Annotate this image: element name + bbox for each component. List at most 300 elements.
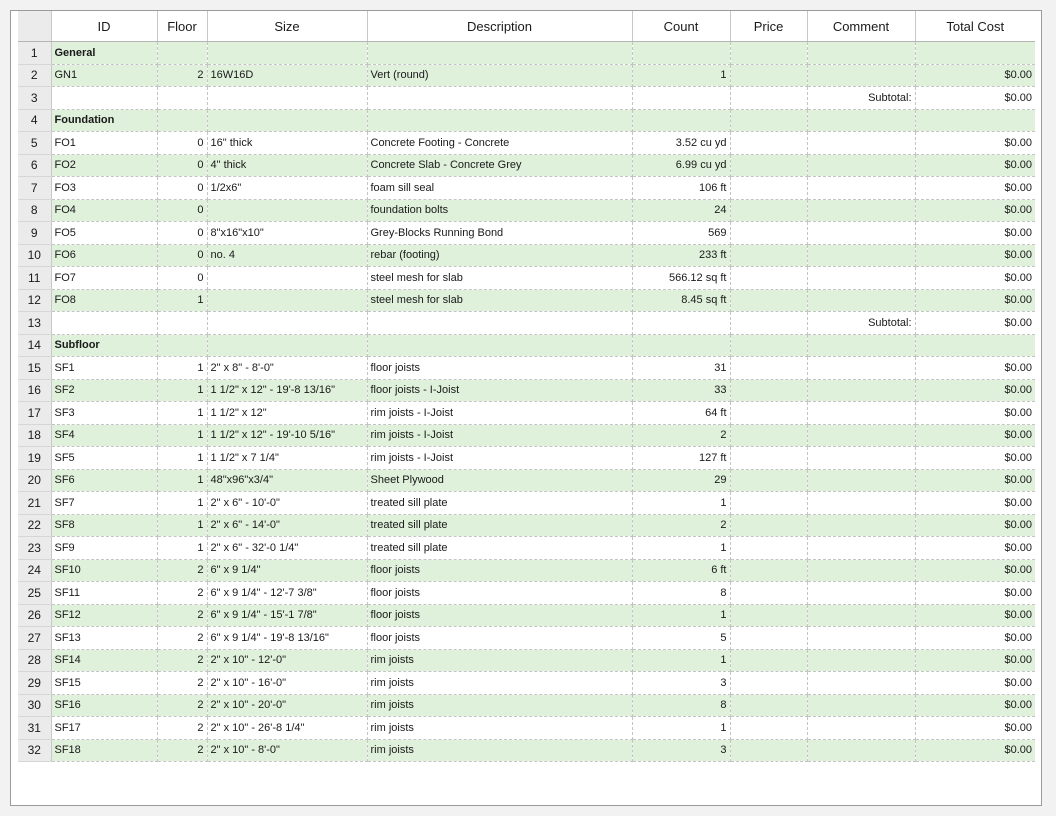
- cell-id[interactable]: FO4: [51, 199, 157, 222]
- cell-id[interactable]: FO1: [51, 132, 157, 155]
- cell-id[interactable]: General: [51, 42, 157, 65]
- cell-price[interactable]: [730, 672, 807, 695]
- cell-comment[interactable]: [807, 402, 915, 425]
- cell-comment[interactable]: [807, 244, 915, 267]
- cell-comment[interactable]: [807, 424, 915, 447]
- cell-description[interactable]: rim joists: [367, 717, 632, 740]
- cell-size[interactable]: 16W16D: [207, 64, 367, 87]
- cell-id[interactable]: SF18: [51, 739, 157, 762]
- cell-floor[interactable]: 2: [157, 649, 207, 672]
- cell-total-cost[interactable]: $0.00: [915, 289, 1035, 312]
- cell-count[interactable]: 6 ft: [632, 559, 730, 582]
- cell-price[interactable]: [730, 289, 807, 312]
- cell-size[interactable]: no. 4: [207, 244, 367, 267]
- cell-comment[interactable]: [807, 64, 915, 87]
- row-number[interactable]: 18: [18, 424, 51, 447]
- column-header-floor[interactable]: Floor: [157, 11, 207, 42]
- cell-total-cost[interactable]: $0.00: [915, 717, 1035, 740]
- row-number[interactable]: 22: [18, 514, 51, 537]
- cell-total-cost[interactable]: $0.00: [915, 379, 1035, 402]
- cell-description[interactable]: floor joists: [367, 357, 632, 380]
- cell-description[interactable]: [367, 87, 632, 110]
- row-number[interactable]: 23: [18, 537, 51, 560]
- cell-price[interactable]: [730, 132, 807, 155]
- cell-total-cost[interactable]: $0.00: [915, 649, 1035, 672]
- column-header-id[interactable]: ID: [51, 11, 157, 42]
- row-number[interactable]: 27: [18, 627, 51, 650]
- cell-price[interactable]: [730, 199, 807, 222]
- cell-price[interactable]: [730, 739, 807, 762]
- cell-count[interactable]: 569: [632, 222, 730, 245]
- cell-floor[interactable]: [157, 42, 207, 65]
- column-header-total-cost[interactable]: Total Cost: [915, 11, 1035, 42]
- cell-comment[interactable]: [807, 469, 915, 492]
- cell-id[interactable]: SF16: [51, 694, 157, 717]
- cell-count[interactable]: 33: [632, 379, 730, 402]
- cell-size[interactable]: 1 1/2" x 7 1/4": [207, 447, 367, 470]
- cell-comment[interactable]: [807, 379, 915, 402]
- row-number[interactable]: 30: [18, 694, 51, 717]
- cell-count[interactable]: 1: [632, 537, 730, 560]
- cell-comment[interactable]: [807, 154, 915, 177]
- cell-total-cost[interactable]: [915, 109, 1035, 132]
- row-number[interactable]: 4: [18, 109, 51, 132]
- row-number[interactable]: 11: [18, 267, 51, 290]
- cell-size[interactable]: 2" x 6" - 10'-0": [207, 492, 367, 515]
- cell-count[interactable]: 3: [632, 672, 730, 695]
- column-header-description[interactable]: Description: [367, 11, 632, 42]
- cell-price[interactable]: [730, 379, 807, 402]
- cell-comment[interactable]: [807, 492, 915, 515]
- cell-comment[interactable]: [807, 604, 915, 627]
- cell-floor[interactable]: 2: [157, 582, 207, 605]
- cell-total-cost[interactable]: $0.00: [915, 694, 1035, 717]
- cell-count[interactable]: 8: [632, 694, 730, 717]
- cell-floor[interactable]: 1: [157, 357, 207, 380]
- cell-id[interactable]: FO8: [51, 289, 157, 312]
- cell-floor[interactable]: 0: [157, 222, 207, 245]
- row-number[interactable]: 5: [18, 132, 51, 155]
- cell-comment[interactable]: [807, 199, 915, 222]
- row-number[interactable]: 17: [18, 402, 51, 425]
- cell-id[interactable]: SF13: [51, 627, 157, 650]
- cell-comment[interactable]: [807, 447, 915, 470]
- cell-size[interactable]: 2" x 10" - 26'-8 1/4": [207, 717, 367, 740]
- cell-count[interactable]: 6.99 cu yd: [632, 154, 730, 177]
- cell-size[interactable]: 6" x 9 1/4" - 12'-7 3/8": [207, 582, 367, 605]
- cell-floor[interactable]: 1: [157, 289, 207, 312]
- cell-comment[interactable]: [807, 559, 915, 582]
- cell-size[interactable]: 1 1/2" x 12": [207, 402, 367, 425]
- cell-count[interactable]: [632, 87, 730, 110]
- cell-price[interactable]: [730, 42, 807, 65]
- cell-floor[interactable]: 1: [157, 402, 207, 425]
- cell-price[interactable]: [730, 402, 807, 425]
- cell-floor[interactable]: 0: [157, 154, 207, 177]
- cell-count[interactable]: 3.52 cu yd: [632, 132, 730, 155]
- cell-comment[interactable]: [807, 717, 915, 740]
- cell-description[interactable]: Vert (round): [367, 64, 632, 87]
- cell-id[interactable]: GN1: [51, 64, 157, 87]
- cell-floor[interactable]: 1: [157, 447, 207, 470]
- cell-price[interactable]: [730, 694, 807, 717]
- cell-total-cost[interactable]: $0.00: [915, 177, 1035, 200]
- cell-floor[interactable]: 2: [157, 559, 207, 582]
- cell-id[interactable]: Subfloor: [51, 334, 157, 357]
- cell-id[interactable]: FO2: [51, 154, 157, 177]
- cell-description[interactable]: rim joists: [367, 739, 632, 762]
- row-number[interactable]: 12: [18, 289, 51, 312]
- cell-description[interactable]: treated sill plate: [367, 537, 632, 560]
- cell-total-cost[interactable]: $0.00: [915, 87, 1035, 110]
- cell-count[interactable]: 5: [632, 627, 730, 650]
- cell-description[interactable]: foundation bolts: [367, 199, 632, 222]
- cell-total-cost[interactable]: $0.00: [915, 492, 1035, 515]
- cell-price[interactable]: [730, 514, 807, 537]
- cell-count[interactable]: 2: [632, 514, 730, 537]
- cell-size[interactable]: [207, 289, 367, 312]
- cell-floor[interactable]: 1: [157, 492, 207, 515]
- cell-size[interactable]: [207, 87, 367, 110]
- cell-total-cost[interactable]: [915, 42, 1035, 65]
- cell-comment[interactable]: [807, 582, 915, 605]
- cell-count[interactable]: 31: [632, 357, 730, 380]
- cell-id[interactable]: SF11: [51, 582, 157, 605]
- cell-price[interactable]: [730, 424, 807, 447]
- cell-id[interactable]: SF9: [51, 537, 157, 560]
- row-number[interactable]: 26: [18, 604, 51, 627]
- cell-id[interactable]: SF8: [51, 514, 157, 537]
- cell-size[interactable]: 8"x16"x10": [207, 222, 367, 245]
- row-number[interactable]: 9: [18, 222, 51, 245]
- cell-size[interactable]: 1/2x6": [207, 177, 367, 200]
- cell-floor[interactable]: [157, 334, 207, 357]
- cell-comment[interactable]: [807, 289, 915, 312]
- cell-id[interactable]: SF7: [51, 492, 157, 515]
- cell-size[interactable]: 2" x 10" - 8'-0": [207, 739, 367, 762]
- cell-size[interactable]: 6" x 9 1/4" - 15'-1 7/8": [207, 604, 367, 627]
- cell-floor[interactable]: 1: [157, 379, 207, 402]
- cell-price[interactable]: [730, 537, 807, 560]
- cell-total-cost[interactable]: $0.00: [915, 132, 1035, 155]
- cell-total-cost[interactable]: $0.00: [915, 672, 1035, 695]
- cell-total-cost[interactable]: $0.00: [915, 559, 1035, 582]
- row-number[interactable]: 19: [18, 447, 51, 470]
- cell-description[interactable]: Concrete Slab - Concrete Grey: [367, 154, 632, 177]
- cell-description[interactable]: foam sill seal: [367, 177, 632, 200]
- cell-size[interactable]: 2" x 6" - 32'-0 1/4": [207, 537, 367, 560]
- cell-count[interactable]: 24: [632, 199, 730, 222]
- row-number[interactable]: 29: [18, 672, 51, 695]
- cell-description[interactable]: rim joists: [367, 694, 632, 717]
- cell-size[interactable]: 1 1/2" x 12" - 19'-8 13/16": [207, 379, 367, 402]
- cell-count[interactable]: [632, 334, 730, 357]
- cell-total-cost[interactable]: $0.00: [915, 312, 1035, 335]
- cell-id[interactable]: SF5: [51, 447, 157, 470]
- cell-total-cost[interactable]: $0.00: [915, 244, 1035, 267]
- cell-id[interactable]: Foundation: [51, 109, 157, 132]
- cell-floor[interactable]: [157, 109, 207, 132]
- cell-size[interactable]: 48"x96"x3/4": [207, 469, 367, 492]
- cell-count[interactable]: [632, 109, 730, 132]
- cell-count[interactable]: 64 ft: [632, 402, 730, 425]
- cell-id[interactable]: FO5: [51, 222, 157, 245]
- cell-total-cost[interactable]: $0.00: [915, 424, 1035, 447]
- cell-comment[interactable]: [807, 514, 915, 537]
- cell-description[interactable]: treated sill plate: [367, 514, 632, 537]
- row-number[interactable]: 32: [18, 739, 51, 762]
- cell-description[interactable]: floor joists: [367, 582, 632, 605]
- cell-floor[interactable]: 2: [157, 739, 207, 762]
- cell-floor[interactable]: 2: [157, 627, 207, 650]
- cell-total-cost[interactable]: $0.00: [915, 604, 1035, 627]
- cell-size[interactable]: 1 1/2" x 12" - 19'-10 5/16": [207, 424, 367, 447]
- cell-floor[interactable]: 1: [157, 514, 207, 537]
- cell-description[interactable]: [367, 109, 632, 132]
- cell-price[interactable]: [730, 244, 807, 267]
- cell-id[interactable]: FO6: [51, 244, 157, 267]
- cell-id[interactable]: SF10: [51, 559, 157, 582]
- cell-price[interactable]: [730, 312, 807, 335]
- cell-description[interactable]: rim joists - I-Joist: [367, 402, 632, 425]
- cell-price[interactable]: [730, 177, 807, 200]
- row-number[interactable]: 1: [18, 42, 51, 65]
- cell-price[interactable]: [730, 357, 807, 380]
- cell-count[interactable]: 3: [632, 739, 730, 762]
- cell-price[interactable]: [730, 627, 807, 650]
- cell-description[interactable]: steel mesh for slab: [367, 289, 632, 312]
- cell-description[interactable]: steel mesh for slab: [367, 267, 632, 290]
- cell-description[interactable]: [367, 334, 632, 357]
- cell-comment[interactable]: [807, 627, 915, 650]
- cell-floor[interactable]: 1: [157, 424, 207, 447]
- cell-comment[interactable]: Subtotal:: [807, 312, 915, 335]
- cell-total-cost[interactable]: $0.00: [915, 222, 1035, 245]
- cell-size[interactable]: [207, 109, 367, 132]
- cell-price[interactable]: [730, 582, 807, 605]
- cell-size[interactable]: 4" thick: [207, 154, 367, 177]
- cell-total-cost[interactable]: $0.00: [915, 447, 1035, 470]
- cell-floor[interactable]: 2: [157, 604, 207, 627]
- cell-price[interactable]: [730, 64, 807, 87]
- cell-size[interactable]: [207, 334, 367, 357]
- cell-size[interactable]: 2" x 10" - 12'-0": [207, 649, 367, 672]
- cell-description[interactable]: [367, 42, 632, 65]
- cell-floor[interactable]: 2: [157, 694, 207, 717]
- cell-size[interactable]: [207, 42, 367, 65]
- corner-cell[interactable]: [18, 11, 51, 42]
- row-number[interactable]: 7: [18, 177, 51, 200]
- cell-description[interactable]: rim joists: [367, 672, 632, 695]
- cell-total-cost[interactable]: $0.00: [915, 402, 1035, 425]
- cell-total-cost[interactable]: $0.00: [915, 537, 1035, 560]
- cell-floor[interactable]: 0: [157, 177, 207, 200]
- row-number[interactable]: 6: [18, 154, 51, 177]
- cell-floor[interactable]: 2: [157, 717, 207, 740]
- cell-count[interactable]: 127 ft: [632, 447, 730, 470]
- cell-price[interactable]: [730, 222, 807, 245]
- cell-price[interactable]: [730, 154, 807, 177]
- cell-count[interactable]: 1: [632, 604, 730, 627]
- cell-floor[interactable]: [157, 312, 207, 335]
- cell-description[interactable]: floor joists: [367, 627, 632, 650]
- cell-comment[interactable]: [807, 222, 915, 245]
- row-number[interactable]: 21: [18, 492, 51, 515]
- cell-count[interactable]: 1: [632, 492, 730, 515]
- cell-size[interactable]: 2" x 10" - 16'-0": [207, 672, 367, 695]
- cell-price[interactable]: [730, 492, 807, 515]
- cell-floor[interactable]: 0: [157, 244, 207, 267]
- cell-price[interactable]: [730, 87, 807, 110]
- cell-description[interactable]: Sheet Plywood: [367, 469, 632, 492]
- row-number[interactable]: 10: [18, 244, 51, 267]
- row-number[interactable]: 15: [18, 357, 51, 380]
- cell-price[interactable]: [730, 559, 807, 582]
- cell-price[interactable]: [730, 649, 807, 672]
- cell-price[interactable]: [730, 447, 807, 470]
- cell-id[interactable]: FO3: [51, 177, 157, 200]
- cell-count[interactable]: 1: [632, 649, 730, 672]
- cell-size[interactable]: 2" x 8" - 8'-0": [207, 357, 367, 380]
- row-number[interactable]: 25: [18, 582, 51, 605]
- cell-id[interactable]: SF15: [51, 672, 157, 695]
- column-header-count[interactable]: Count: [632, 11, 730, 42]
- cell-total-cost[interactable]: $0.00: [915, 627, 1035, 650]
- cell-comment[interactable]: [807, 109, 915, 132]
- cell-floor[interactable]: 1: [157, 537, 207, 560]
- cell-comment[interactable]: [807, 672, 915, 695]
- cell-size[interactable]: [207, 199, 367, 222]
- cell-description[interactable]: treated sill plate: [367, 492, 632, 515]
- cell-floor[interactable]: 0: [157, 267, 207, 290]
- cell-size[interactable]: [207, 312, 367, 335]
- cell-description[interactable]: Concrete Footing - Concrete: [367, 132, 632, 155]
- cell-count[interactable]: 1: [632, 717, 730, 740]
- cell-total-cost[interactable]: $0.00: [915, 739, 1035, 762]
- cell-id[interactable]: SF14: [51, 649, 157, 672]
- column-header-price[interactable]: Price: [730, 11, 807, 42]
- cell-total-cost[interactable]: $0.00: [915, 469, 1035, 492]
- cell-description[interactable]: Grey-Blocks Running Bond: [367, 222, 632, 245]
- cell-description[interactable]: [367, 312, 632, 335]
- cell-floor[interactable]: 2: [157, 64, 207, 87]
- column-header-comment[interactable]: Comment: [807, 11, 915, 42]
- cell-id[interactable]: SF6: [51, 469, 157, 492]
- cell-comment[interactable]: [807, 267, 915, 290]
- cell-total-cost[interactable]: [915, 334, 1035, 357]
- cell-count[interactable]: [632, 42, 730, 65]
- cell-id[interactable]: SF12: [51, 604, 157, 627]
- cell-description[interactable]: rim joists: [367, 649, 632, 672]
- row-number[interactable]: 14: [18, 334, 51, 357]
- row-number[interactable]: 24: [18, 559, 51, 582]
- cell-total-cost[interactable]: $0.00: [915, 64, 1035, 87]
- cell-floor[interactable]: 1: [157, 469, 207, 492]
- cell-description[interactable]: rim joists - I-Joist: [367, 424, 632, 447]
- cell-floor[interactable]: 0: [157, 132, 207, 155]
- cell-size[interactable]: 2" x 6" - 14'-0": [207, 514, 367, 537]
- cell-comment[interactable]: Subtotal:: [807, 87, 915, 110]
- cell-comment[interactable]: [807, 739, 915, 762]
- cell-comment[interactable]: [807, 42, 915, 65]
- cell-count[interactable]: 29: [632, 469, 730, 492]
- cell-price[interactable]: [730, 267, 807, 290]
- cell-description[interactable]: floor joists: [367, 604, 632, 627]
- cell-size[interactable]: 16" thick: [207, 132, 367, 155]
- cell-price[interactable]: [730, 604, 807, 627]
- cell-description[interactable]: rebar (footing): [367, 244, 632, 267]
- cell-size[interactable]: 6" x 9 1/4" - 19'-8 13/16": [207, 627, 367, 650]
- cell-size[interactable]: 2" x 10" - 20'-0": [207, 694, 367, 717]
- cell-description[interactable]: floor joists - I-Joist: [367, 379, 632, 402]
- cell-price[interactable]: [730, 109, 807, 132]
- cell-id[interactable]: [51, 87, 157, 110]
- cell-comment[interactable]: [807, 694, 915, 717]
- row-number[interactable]: 13: [18, 312, 51, 335]
- cell-id[interactable]: [51, 312, 157, 335]
- cell-comment[interactable]: [807, 334, 915, 357]
- cell-description[interactable]: rim joists - I-Joist: [367, 447, 632, 470]
- cell-comment[interactable]: [807, 537, 915, 560]
- cell-id[interactable]: SF4: [51, 424, 157, 447]
- subtotal-row: [18, 87, 1035, 110]
- row-number[interactable]: 20: [18, 469, 51, 492]
- cell-comment[interactable]: [807, 357, 915, 380]
- cell-count[interactable]: [632, 312, 730, 335]
- row-number[interactable]: 2: [18, 64, 51, 87]
- row-number[interactable]: 16: [18, 379, 51, 402]
- cell-count[interactable]: 8.45 sq ft: [632, 289, 730, 312]
- cell-id[interactable]: SF17: [51, 717, 157, 740]
- row-number[interactable]: 28: [18, 649, 51, 672]
- cell-price[interactable]: [730, 334, 807, 357]
- cell-price[interactable]: [730, 717, 807, 740]
- column-header-size[interactable]: Size: [207, 11, 367, 42]
- cell-comment[interactable]: [807, 177, 915, 200]
- table-row: [18, 672, 1035, 695]
- cell-id[interactable]: SF3: [51, 402, 157, 425]
- cell-total-cost[interactable]: $0.00: [915, 154, 1035, 177]
- cell-floor[interactable]: 2: [157, 672, 207, 695]
- cell-size[interactable]: [207, 267, 367, 290]
- cell-count[interactable]: 1: [632, 64, 730, 87]
- cell-total-cost[interactable]: $0.00: [915, 514, 1035, 537]
- cell-id[interactable]: SF2: [51, 379, 157, 402]
- cell-price[interactable]: [730, 469, 807, 492]
- cell-total-cost[interactable]: $0.00: [915, 199, 1035, 222]
- cell-comment[interactable]: [807, 649, 915, 672]
- row-number[interactable]: 8: [18, 199, 51, 222]
- cell-description[interactable]: floor joists: [367, 559, 632, 582]
- row-number[interactable]: 31: [18, 717, 51, 740]
- cell-count[interactable]: 2: [632, 424, 730, 447]
- cell-count[interactable]: 233 ft: [632, 244, 730, 267]
- row-number[interactable]: 3: [18, 87, 51, 110]
- table-row: [18, 222, 1035, 245]
- cell-comment[interactable]: [807, 132, 915, 155]
- cell-id[interactable]: SF1: [51, 357, 157, 380]
- cell-size[interactable]: 6" x 9 1/4": [207, 559, 367, 582]
- cell-id[interactable]: FO7: [51, 267, 157, 290]
- cell-count[interactable]: 8: [632, 582, 730, 605]
- cell-floor[interactable]: [157, 87, 207, 110]
- cell-floor[interactable]: 0: [157, 199, 207, 222]
- cell-total-cost[interactable]: $0.00: [915, 582, 1035, 605]
- cell-total-cost[interactable]: $0.00: [915, 267, 1035, 290]
- cell-count[interactable]: 566.12 sq ft: [632, 267, 730, 290]
- cell-count[interactable]: 106 ft: [632, 177, 730, 200]
- cell-total-cost[interactable]: $0.00: [915, 357, 1035, 380]
